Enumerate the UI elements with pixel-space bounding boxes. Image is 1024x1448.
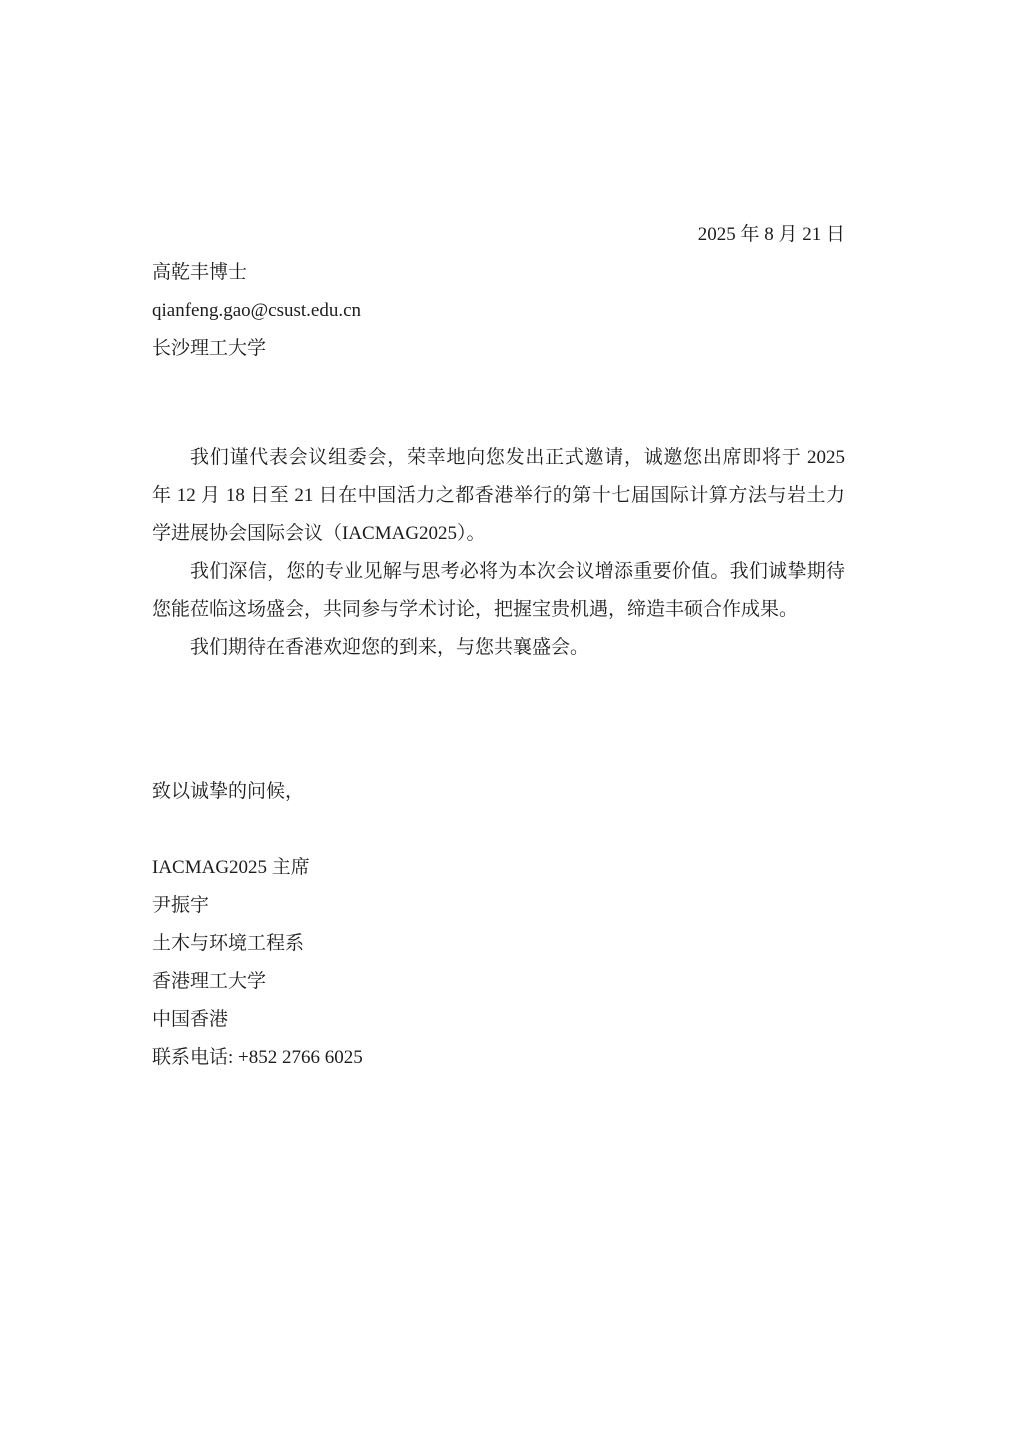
body-paragraph-3: 我们期待在香港欢迎您的到来，与您共襄盛会。 <box>190 637 590 658</box>
recipient-affiliation: 长沙理工大学 <box>152 338 267 359</box>
recipient-block <box>152 254 845 368</box>
recipient-email: qianfeng.gao@csust.edu.cn <box>152 300 362 321</box>
letter-body <box>152 439 845 667</box>
signature-role: IACMAG2025 主席 <box>152 857 310 878</box>
signature-location: 中国香港 <box>152 1009 229 1030</box>
body-paragraph-1: 我们谨代表会议组委会，荣幸地向您发出正式邀请，诚邀您出席即将于 2025 年 12 月 18 日至 21 日在中国活力之都香港举行的第十七届国际计算方法与岩土力学进展协会国际会议（IACMAG2025）。 <box>152 447 845 544</box>
letter-content <box>152 216 845 1077</box>
closing-salutation: 致以诚挚的问候， <box>152 781 305 802</box>
signature-phone: 联系电话: +852 2766 6025 <box>152 1047 363 1068</box>
body-paragraph-2: 我们深信，您的专业见解与思考必将为本次会议增添重要价值。我们诚挚期待您能莅临这场盛会，共同参与学术讨论，把握宝贵机遇，缔造丰硕合作成果。 <box>152 561 845 620</box>
signature-block <box>152 849 845 1077</box>
recipient-name: 高乾丰博士 <box>152 262 248 283</box>
signature-department: 土木与环境工程系 <box>152 933 305 954</box>
letter-date: 2025 年 8 月 21 日 <box>697 224 845 245</box>
signature-name: 尹振宇 <box>152 895 210 916</box>
signature-university: 香港理工大学 <box>152 971 267 992</box>
